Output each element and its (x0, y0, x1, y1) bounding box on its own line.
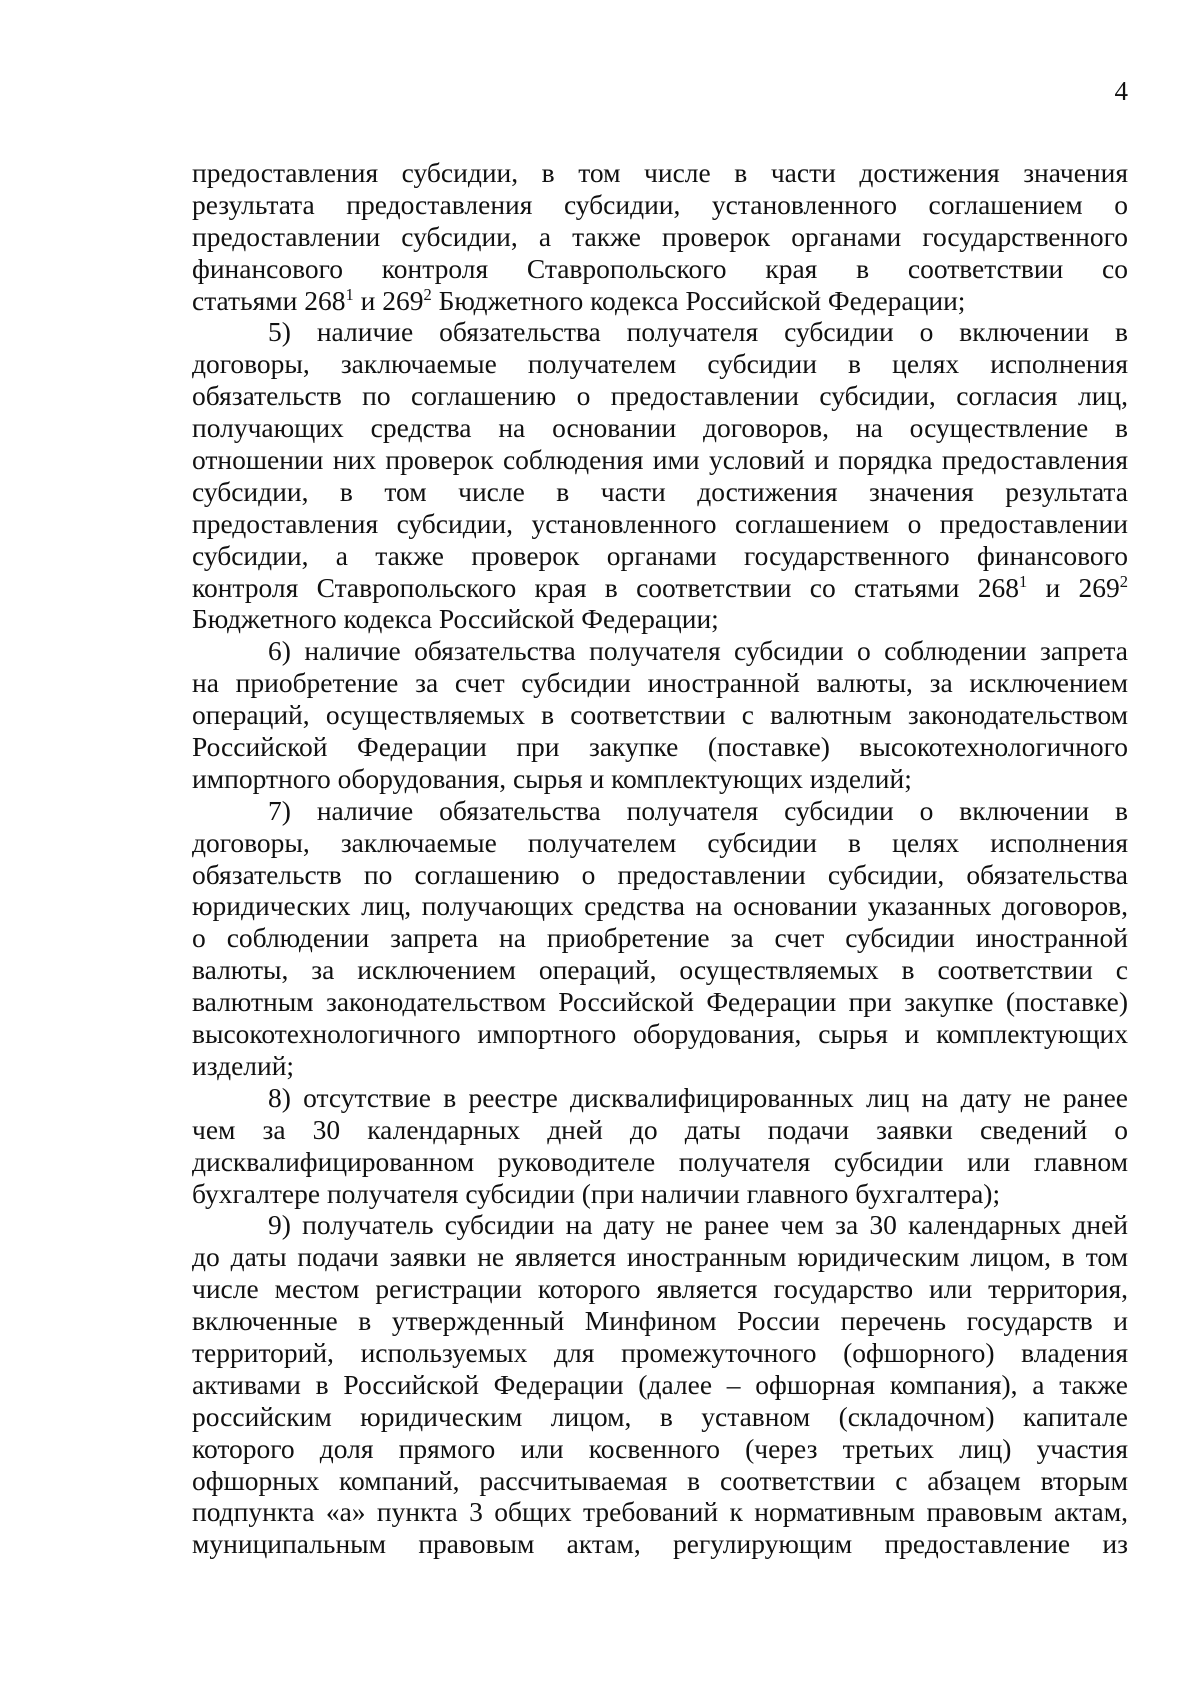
paragraph-item-6 (192, 635, 1128, 794)
text-line: обязательств по соглашению о предоставлении субсидии, согласия лиц, (192, 380, 1128, 412)
paragraph-item-7 (192, 795, 1128, 1082)
text-line: высокотехнологичного импортного оборудования, сырья и комплектующих (192, 1018, 1128, 1050)
text-line: договоры, заключаемые получателем субсидии в целях исполнения (192, 348, 1128, 380)
text-line: чем за 30 календарных дней до даты подачи заявки сведений о (192, 1113, 1128, 1145)
text-line: валюты, за исключением операций, осуществляемых в соответствии с (192, 954, 1128, 986)
text-line: предоставления субсидии, в том числе в части достижения значения (192, 157, 1128, 188)
text-line: импортного оборудования, сырья и комплектующих изделий; (192, 762, 912, 794)
text-line: 5) наличие обязательства получателя субсидии о включении в (268, 316, 1128, 348)
text-line: офшорных компаний, рассчитываемая в соответствии с абзацем вторым (192, 1464, 1128, 1496)
text-line: субсидии, в том числе в части достижения значения результата (192, 475, 1128, 507)
paragraph-item-9 (192, 1209, 1128, 1560)
text-line: подпункта «а» пункта 3 общих требований к нормативным правовым актам, (192, 1496, 1128, 1528)
text-line: включенные в утвержденный Минфином России перечень государств и (192, 1305, 1128, 1337)
text-line: российским юридическим лицом, в уставном (складочном) капитале (192, 1400, 1128, 1432)
text-line: отношении них проверок соблюдения ими условий и порядка предоставления (192, 444, 1128, 476)
text-line: территорий, используемых для промежуточного (офшорного) владения (192, 1336, 1128, 1368)
paragraph-item-8 (192, 1082, 1128, 1210)
text-line: валютным законодательством Российской Федерации при закупке (поставке) (192, 986, 1128, 1018)
text-line: контроля Ставропольского края в соответствии со статьями $268^1$ и $269^2$ (192, 571, 1129, 603)
text-line: бухгалтере получателя субсидии (при наличии главного бухгалтера); (192, 1177, 1001, 1209)
text-line: предоставления субсидии, установленного соглашением о предоставлении (192, 507, 1128, 539)
text-line: активами в Российской Федерации (далее – офшорная компания), а также (192, 1368, 1128, 1400)
text-line: юридических лиц, получающих средства на основании указанных договоров, (192, 890, 1128, 922)
text-line: Российской Федерации при закупке (поставке) высокотехнологичного (192, 731, 1128, 763)
text-line: 7) наличие обязательства получателя субсидии о включении в (268, 794, 1128, 826)
text-line: о соблюдении запрета на приобретение за счет субсидии иностранной (192, 922, 1128, 954)
paragraph-continuation (192, 157, 1128, 316)
text-line: которого доля прямого или косвенного (через третьих лиц) участия (192, 1432, 1128, 1464)
text-line: числе местом регистрации которого является государство или территория, (192, 1273, 1128, 1305)
text-line: обязательств по соглашению о предоставлении субсидии, обязательства (192, 858, 1128, 890)
text-line: до даты подачи заявки не является иностранным юридическим лицом, в том (192, 1241, 1128, 1273)
text-line: результата предоставления субсидии, установленного соглашением о (192, 188, 1128, 220)
text-line: Бюджетного кодекса Российской Федерации; (192, 603, 719, 635)
paragraph-item-5 (192, 316, 1128, 635)
text-line: 6) наличие обязательства получателя субсидии о соблюдении запрета (268, 635, 1128, 667)
text-line: на приобретение за счет субсидии иностранной валюты, за исключением (192, 667, 1128, 699)
text-line: дисквалифицированном руководителе получателя субсидии или главном (192, 1145, 1128, 1177)
text-line: предоставлении субсидии, а также проверок органами государственного (192, 220, 1128, 252)
document-body (192, 157, 1128, 1560)
text-line: статьями $268^1$ и $269^2$ Бюджетного кодекса Российской Федерации; (192, 284, 966, 316)
text-line: муниципальным правовым актам, регулирующим предоставление из (192, 1528, 1128, 1560)
text-line: 8) отсутствие в реестре дисквалифицированных лиц на дату не ранее (268, 1081, 1128, 1113)
text-line: договоры, заключаемые получателем субсидии в целях исполнения (192, 826, 1128, 858)
text-line: операций, осуществляемых в соответствии с валютным законодательством (192, 699, 1128, 731)
page-number: 4 (1114, 76, 1128, 106)
text-line: финансового контроля Ставропольского края в соответствии со (192, 252, 1128, 284)
text-line: получающих средства на основании договоров, на осуществление в (192, 412, 1128, 444)
text-line: 9) получатель субсидии на дату не ранее чем за 30 календарных дней (268, 1209, 1128, 1241)
text-line: изделий; (192, 1049, 295, 1081)
text-line: субсидии, а также проверок органами государственного финансового (192, 539, 1128, 571)
